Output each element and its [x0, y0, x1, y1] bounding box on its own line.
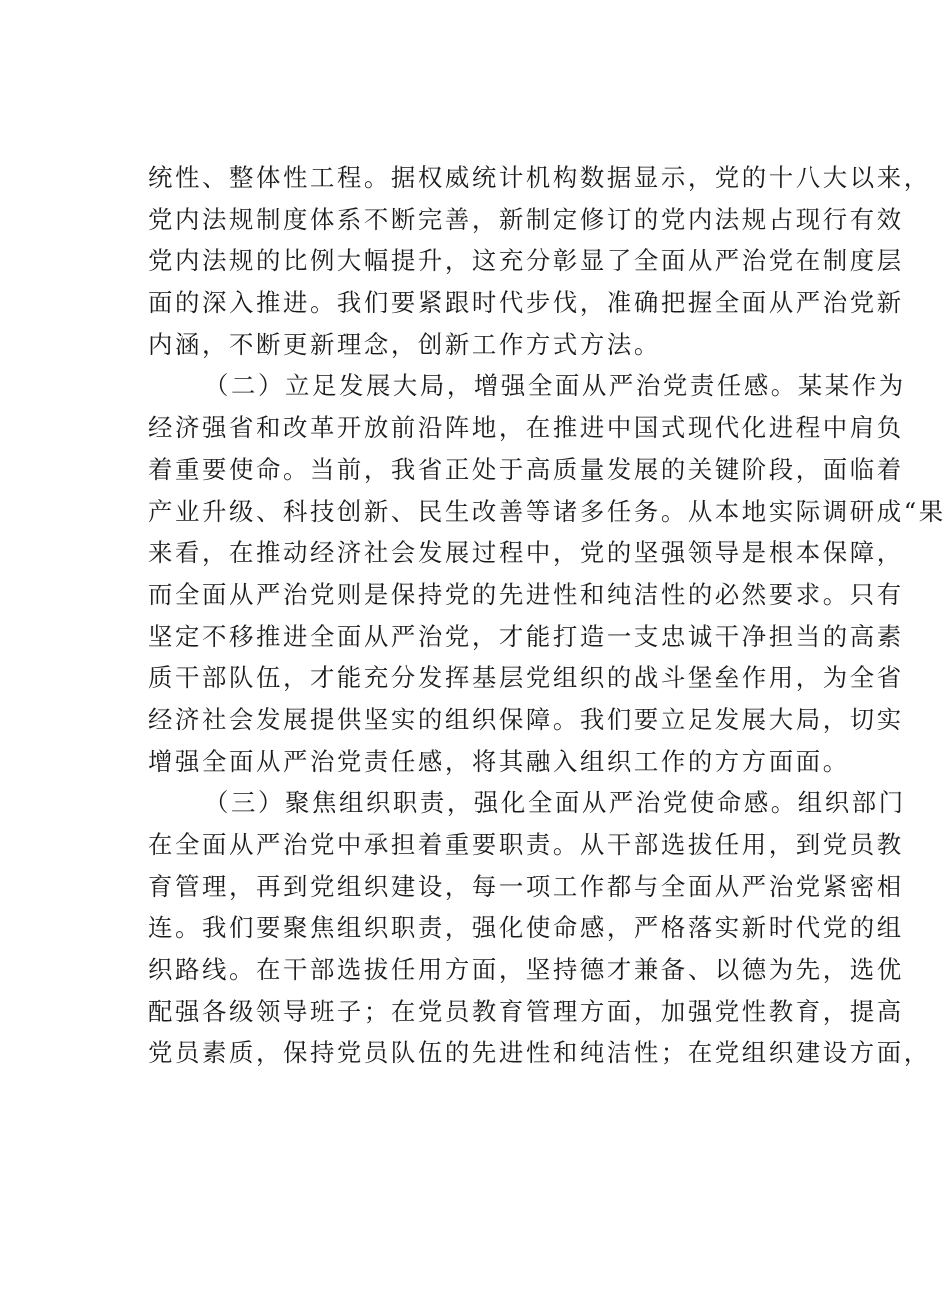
text-line: 面的深入推进。我们要紧跟时代步伐，准确把握全面从严治党新 [148, 288, 904, 318]
text-line: 增强全面从严治党责任感，将其融入组织工作的方方面面。 [148, 746, 850, 776]
text-line: 党内法规的比例大幅提升，这充分彰显了全面从严治党在制度层 [148, 246, 904, 276]
text-line: 坚定不移推进全面从严治党，才能打造一支忠诚干净担当的高素 [148, 621, 904, 651]
text-line: 质干部队伍，才能充分发挥基层党组织的战斗堡垒作用，为全省 [148, 663, 904, 693]
text-line: 内涵，不断更新理念，创新工作方式方法。 [148, 329, 661, 359]
body-text [148, 157, 946, 1074]
section-heading-line: （三）聚焦组织职责，强化全面从严治党使命感。组织部门 [204, 788, 906, 818]
section-heading-line: （二）立足发展大局，增强全面从严治党责任感。某某作为 [204, 371, 906, 401]
text-line: 党员素质，保持党员队伍的先进性和纯洁性；在党组织建设方面， [148, 1038, 931, 1068]
text-line: 来看，在推动经济社会发展过程中，党的坚强领导是根本保障， [148, 538, 904, 568]
text-line: 产业升级、科技创新、民生改善等诸多任务。从本地实际调研成“果 [148, 496, 946, 526]
text-line: 党内法规制度体系不断完善，新制定修订的党内法规占现行有效 [148, 204, 904, 234]
text-line: 经济强省和改革开放前沿阵地，在推进中国式现代化进程中肩负 [148, 413, 904, 443]
text-line: 育管理，再到党组织建设，每一项工作都与全面从严治党紧密相 [148, 871, 904, 901]
text-line: 统性、整体性工程。据权威统计机构数据显示，党的十八大以来， [148, 163, 931, 192]
text-line: 配强各级领导班子；在党员教育管理方面，加强党性教育，提高 [148, 996, 904, 1026]
text-line: 经济社会发展提供坚实的组织保障。我们要立足发展大局，切实 [148, 704, 904, 734]
text-line: 织路线。在干部选拔任用方面，坚持德才兼备、以德为先，选优 [148, 955, 904, 985]
text-line: 在全面从严治党中承担着重要职责。从干部选拔任用，到党员教 [148, 830, 904, 859]
text-line: 而全面从严治党则是保持党的先进性和纯洁性的必然要求。只有 [148, 579, 904, 609]
text-line: 着重要使命。当前，我省正处于高质量发展的关键阶段，面临着 [148, 454, 904, 484]
text-line: 连。我们要聚焦组织职责，强化使命感，严格落实新时代党的组 [148, 913, 904, 943]
